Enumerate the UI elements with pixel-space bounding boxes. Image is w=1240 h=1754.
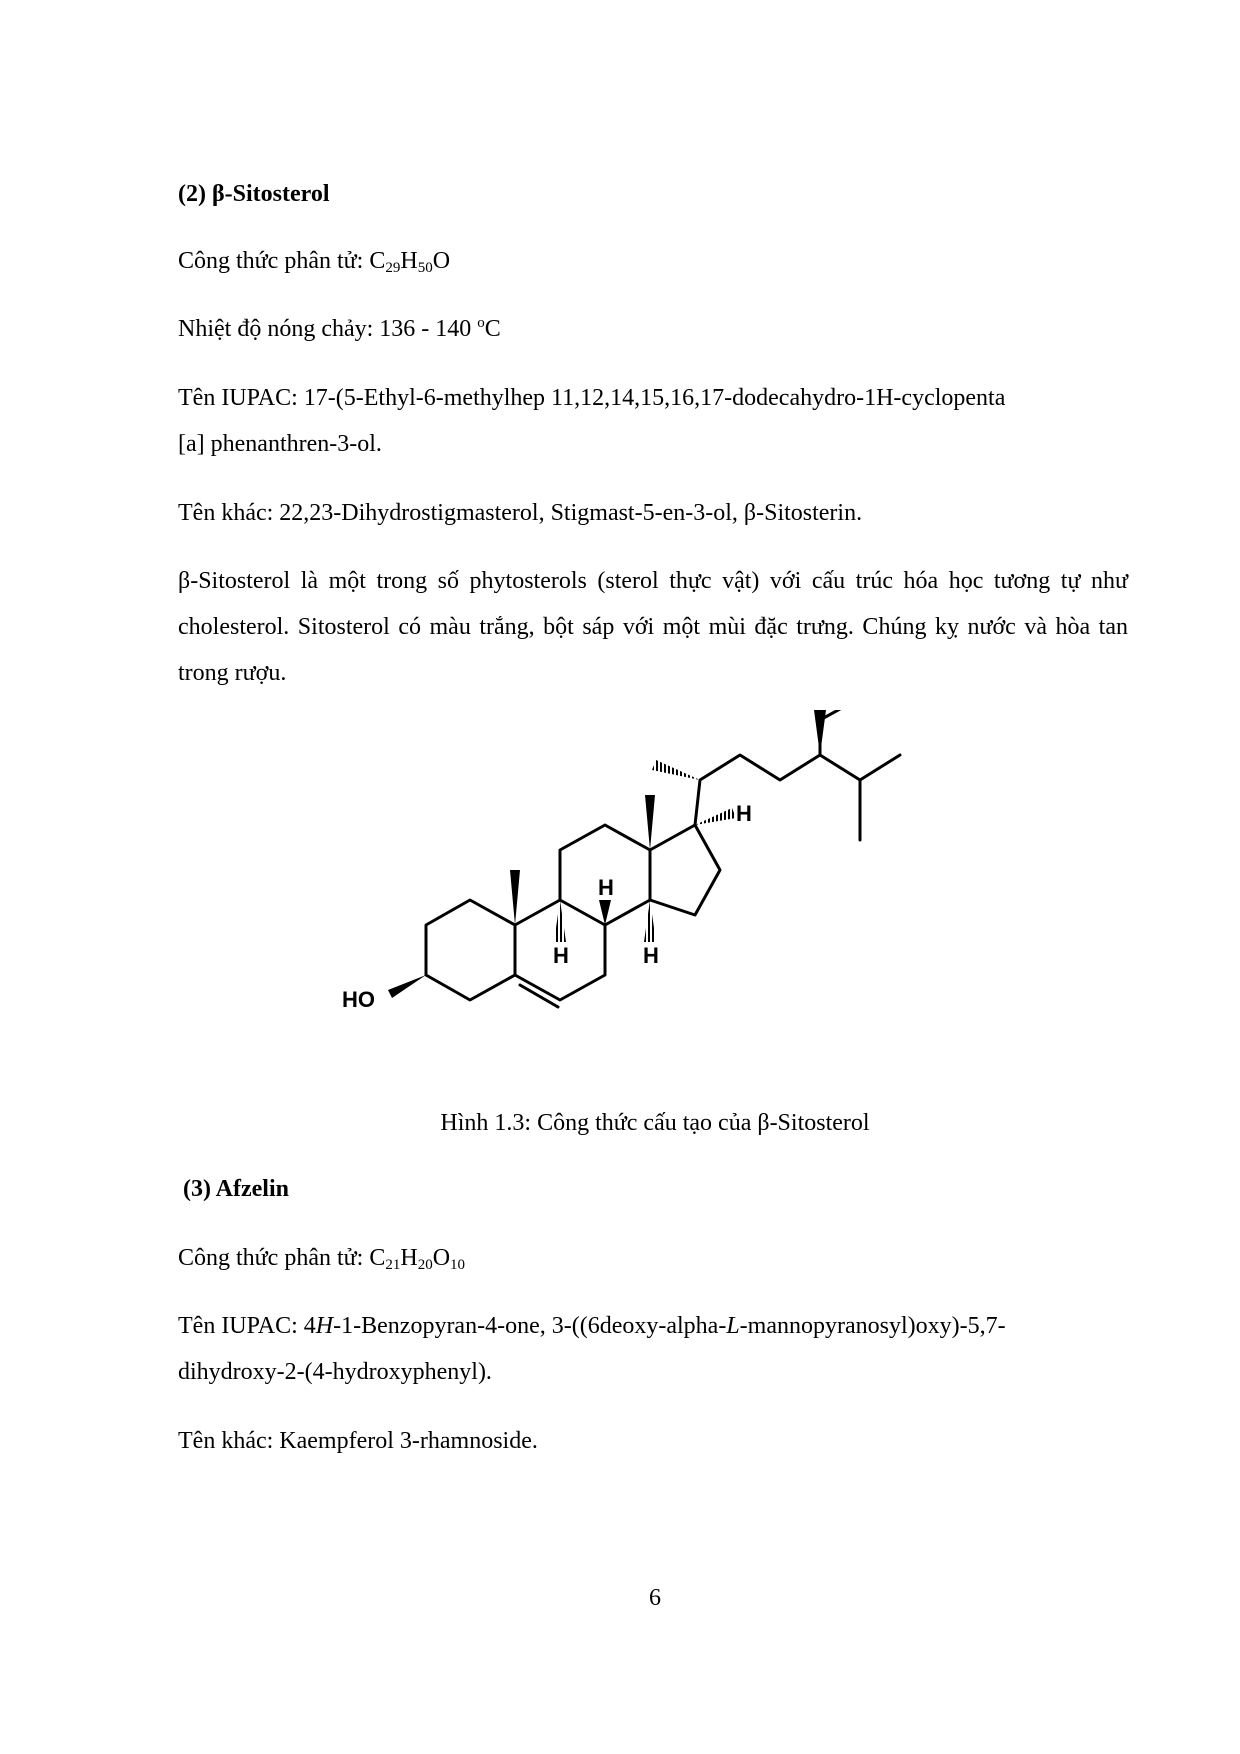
hash-c9-h [554, 900, 566, 942]
hash-c17-h [695, 808, 736, 825]
hash-c14-h [644, 900, 656, 942]
iupac-name-line1: Tên IUPAC: 17-(5-Ethyl-6-methylhep 11,12,14,15,16,17-dodecahydro-1H-cyclopenta [178, 385, 1006, 411]
wedge-c13-methyl [645, 795, 655, 850]
molecular-formula-sitosterol: Công thức phân tử: $C_{29}H_{50}O$ [178, 248, 451, 276]
h-label-c17: H [736, 801, 752, 826]
beta-sitosterol-structure [340, 710, 980, 1100]
ho-label: HO [342, 987, 375, 1012]
wedge-c10-methyl [510, 870, 520, 925]
page-number: 6 [649, 1585, 661, 1611]
section-heading-sitosterol: (2) β-Sitosterol [178, 181, 330, 207]
ring-d [650, 825, 720, 915]
iupac-name-afzelin-line1: Tên IUPAC: 4H-1-Benzopyran-4-one, 3-((6deoxy-alpha-L-mannopyranosyl)oxy)-5,7- [178, 1313, 1006, 1339]
section-heading-afzelin: (3) Afzelin [183, 1176, 289, 1202]
wedge-ho [388, 975, 426, 998]
wedge-c24-ethyl [814, 710, 826, 755]
h-label-c14: H [643, 943, 659, 968]
h-label-c9: H [553, 943, 569, 968]
figure-caption: Hình 1.3: Công thức cấu tạo của β-Sitosterol [440, 1110, 870, 1136]
iupac-name-line2: [a] phenanthren-3-ol. [178, 431, 382, 457]
side-chain-ethyl-end [820, 710, 860, 720]
h-label-c8: H [598, 875, 614, 900]
other-names-afzelin: Tên khác: Kaempferol 3-rhamnoside. [178, 1428, 538, 1454]
molecular-formula-afzelin: Công thức phân tử: $C_{21}H_{20}O_{10}$ [178, 1245, 466, 1273]
melting-point: Nhiệt độ nóng chảy: 136 - 140 $^o$C [178, 315, 501, 342]
description-paragraph: β-Sitosterol là một trong số phytosterols (sterol thực vật) với cấu trúc hóa học tương tự như cholesterol. Sitosterol có màu trắng, bột sáp với một mùi đặc trưng. Chúng kỵ nước và hòa tan trong rượu. [178, 568, 1128, 686]
other-names-sitosterol: Tên khác: 22,23-Dihydrostigmasterol, Stigmast-5-en-3-ol, β-Sitosterin. [178, 500, 863, 526]
hash-c20-methyl [652, 760, 700, 780]
iupac-name-afzelin-line2: dihydroxy-2-(4-hydroxyphenyl). [178, 1359, 492, 1385]
ring-a [426, 900, 515, 1000]
